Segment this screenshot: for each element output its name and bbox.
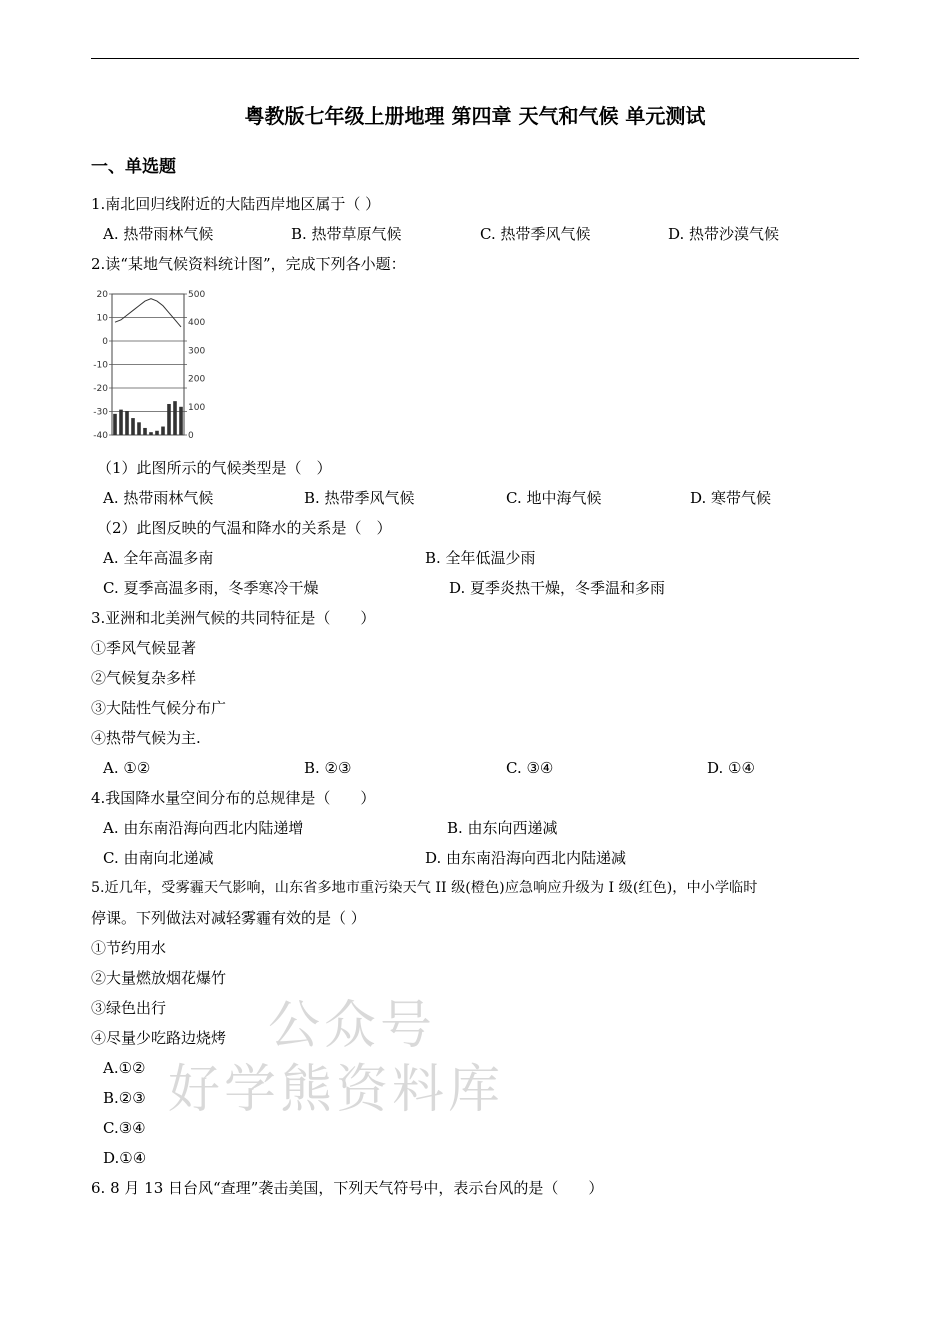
header-rule <box>91 58 859 59</box>
chart-precip-bar <box>161 427 165 435</box>
question-3-stem: 3.亚洲和北美洲气候的共同特征是（ ） <box>91 609 376 627</box>
q5-option-d[interactable]: D.①④ <box>103 1149 147 1167</box>
q4-option-b[interactable]: B. 由东向西递减 <box>447 819 558 837</box>
q1-option-d[interactable]: D. 热带沙漠气候 <box>668 225 780 243</box>
question-5-stem-line-1: 5.近几年，受雾霾天气影响，山东省多地市重污染天气 II 级(橙色)应急响应升级为 I 级(红色)，中小学临时 <box>91 880 758 896</box>
q2-sub1-stem: （1）此图所示的气候类型是（ ） <box>97 459 332 477</box>
q2-sub2-stem: （2）此图反映的气温和降水的关系是（ ） <box>97 519 392 537</box>
q3-option-a[interactable]: A. ①② <box>103 759 151 777</box>
question-5-stem-line-2: 停课。下列做法对减轻雾霾有效的是（ ） <box>91 909 366 927</box>
q3-item-4: ④热带气候为主. <box>91 729 201 747</box>
q2-sub2-option-a[interactable]: A. 全年高温多南 <box>103 549 214 567</box>
chart-left-tick-label: 20 <box>96 290 108 300</box>
chart-precip-bar <box>137 422 141 435</box>
chart-precip-bar <box>113 414 117 435</box>
q1-option-b[interactable]: B. 热带草原气候 <box>291 225 402 243</box>
q3-option-d[interactable]: D. ①④ <box>707 759 755 777</box>
q2-sub1-option-d[interactable]: D. 寒带气候 <box>690 489 772 507</box>
q2-sub2-option-d[interactable]: D. 夏季炎热干燥，冬季温和多雨 <box>449 579 666 597</box>
chart-precip-bar <box>149 432 153 435</box>
chart-right-tick-label: 200 <box>188 374 206 385</box>
q1-option-c[interactable]: C. 热带季风气候 <box>480 225 591 243</box>
chart-left-tick-label: -40 <box>93 431 108 441</box>
chart-precip-bar <box>179 407 183 435</box>
q4-option-d[interactable]: D. 由东南沿海向西北内陆递减 <box>425 849 627 867</box>
q3-item-3: ③大陆性气候分布广 <box>91 699 227 717</box>
chart-precip-bar <box>167 404 171 435</box>
q5-item-2: ②大量燃放烟花爆竹 <box>91 969 227 987</box>
q4-option-a[interactable]: A. 由东南沿海向西北内陆递增 <box>103 819 304 837</box>
question-6-stem: 6. 8 月 13 日台风“查理”袭击美国，下列天气符号中，表示台风的是（ ） <box>91 1179 604 1197</box>
chart-precip-bar <box>143 428 147 435</box>
chart-temperature-curve <box>115 299 181 327</box>
q2-sub1-option-c[interactable]: C. 地中海气候 <box>506 489 602 507</box>
chart-right-tick-label: 300 <box>188 346 206 357</box>
q3-option-c[interactable]: C. ③④ <box>506 759 554 777</box>
chart-precip-bar <box>155 431 159 435</box>
chart-bars <box>113 401 183 435</box>
q5-option-c[interactable]: C.③④ <box>103 1119 146 1137</box>
page-title: 粤教版七年级上册地理 第四章 天气和气候 单元测试 <box>244 104 706 128</box>
chart-precip-bar <box>119 410 123 435</box>
chart-precip-bar <box>173 401 177 435</box>
q1-option-a[interactable]: A. 热带雨林气候 <box>103 225 214 243</box>
chart-left-tick-label: 0 <box>102 337 108 347</box>
chart-right-tick-label: 500 <box>188 290 206 300</box>
q2-sub1-option-a[interactable]: A. 热带雨林气候 <box>103 489 214 507</box>
chart-right-tick-label: 400 <box>188 318 206 329</box>
q5-option-b[interactable]: B.②③ <box>103 1089 146 1107</box>
q3-item-1: ①季风气候显著 <box>91 639 197 657</box>
q5-item-3: ③绿色出行 <box>91 999 167 1017</box>
watermark-line-1: 公众号 <box>268 996 437 1056</box>
chart-left-tick-label: 10 <box>96 313 108 324</box>
chart-left-tick-label: -20 <box>93 384 108 394</box>
section-heading: 一、单选题 <box>91 157 176 177</box>
q2-sub2-option-c[interactable]: C. 夏季高温多雨，冬季寒冷干燥 <box>103 579 319 597</box>
chart-left-tick-label: -10 <box>93 360 108 371</box>
question-2-stem: 2.读“某地气候资料统计图”，完成下列各小题： <box>91 255 406 273</box>
q2-sub2-option-b[interactable]: B. 全年低温少雨 <box>425 549 536 567</box>
chart-precip-bar <box>125 411 129 435</box>
watermark-line-2: 好学熊资料库 <box>168 1060 505 1120</box>
chart-left-tick-label: -30 <box>93 407 108 418</box>
q2-sub1-option-b[interactable]: B. 热带季风气候 <box>304 489 415 507</box>
chart-right-tick-label: 100 <box>188 402 206 413</box>
chart-temperature-line <box>115 299 181 327</box>
q3-option-b[interactable]: B. ②③ <box>304 759 352 777</box>
chart-right-tick-label: 0 <box>188 431 194 441</box>
question-4-stem: 4.我国降水量空间分布的总规律是（ ） <box>91 789 376 807</box>
chart-tick-labels <box>93 290 205 441</box>
chart-precip-bar <box>131 418 135 435</box>
q5-item-1: ①节约用水 <box>91 939 167 957</box>
q5-option-a[interactable]: A.①② <box>103 1059 146 1077</box>
q4-option-c[interactable]: C. 由南向北递减 <box>103 849 214 867</box>
q5-item-4: ④尽量少吃路边烧烤 <box>91 1029 227 1047</box>
climate-chart <box>88 284 214 444</box>
question-1-stem: 1.南北回归线附近的大陆西岸地区属于（ ） <box>91 195 381 213</box>
q3-item-2: ②气候复杂多样 <box>91 669 197 687</box>
